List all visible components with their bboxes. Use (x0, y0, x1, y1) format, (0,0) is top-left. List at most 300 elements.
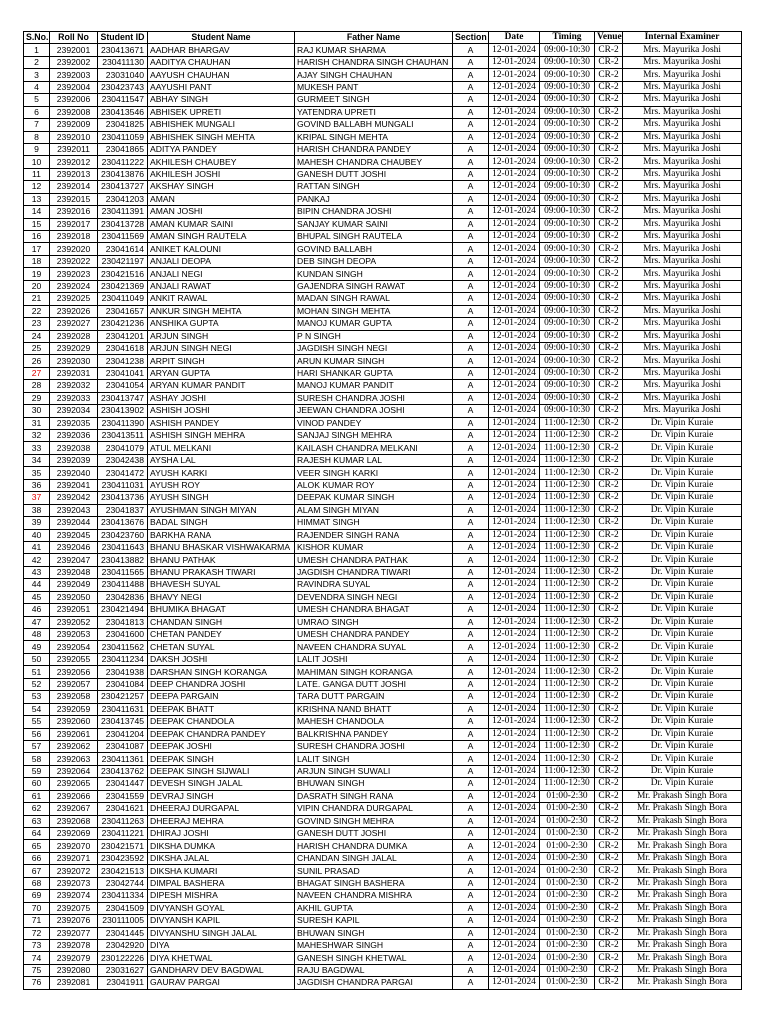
cell-roll-no: 2392070 (50, 840, 98, 852)
cell-date: 12-01-2024 (489, 293, 540, 305)
col-header-timing: Timing (540, 32, 595, 44)
cell-roll-no: 2392061 (50, 728, 98, 740)
cell-student-name: ABHISHEK MUNGALI (148, 119, 295, 131)
cell-father-name: LATE. GANGA DUTT JOSHI (295, 678, 453, 690)
cell-date: 12-01-2024 (489, 554, 540, 566)
cell-venue: CR-2 (595, 106, 623, 118)
cell-father-name: MANOJ KUMAR PANDIT (295, 380, 453, 392)
table-row (24, 44, 742, 56)
cell-timing: 11:00-12:30 (540, 442, 595, 454)
cell-date: 12-01-2024 (489, 143, 540, 155)
cell-father-name: JEEWAN CHANDRA JOSHI (295, 405, 453, 417)
cell-internal-examiner: Mr. Prakash Singh Bora (623, 939, 742, 951)
cell-date: 12-01-2024 (489, 193, 540, 205)
cell-section: A (453, 268, 489, 280)
table-row (24, 479, 742, 491)
cell-venue: CR-2 (595, 181, 623, 193)
cell-father-name: RATTAN SINGH (295, 181, 453, 193)
cell-date: 12-01-2024 (489, 392, 540, 404)
cell-section: A (453, 206, 489, 218)
cell-timing: 11:00-12:30 (540, 653, 595, 665)
cell-timing: 11:00-12:30 (540, 454, 595, 466)
cell-student-id: 230423760 (98, 529, 148, 541)
cell-sno: 70 (24, 902, 50, 914)
cell-internal-examiner: Mrs. Mayurika Joshi (623, 131, 742, 143)
table-row (24, 678, 742, 690)
cell-student-name: CHANDAN SINGH (148, 616, 295, 628)
cell-venue: CR-2 (595, 778, 623, 790)
cell-date: 12-01-2024 (489, 81, 540, 93)
table-row (24, 94, 742, 106)
cell-father-name: AJAY SINGH CHAUHAN (295, 69, 453, 81)
cell-student-id: 23041813 (98, 616, 148, 628)
table-row (24, 330, 742, 342)
cell-roll-no: 2392025 (50, 293, 98, 305)
cell-father-name: SANJAY KUMAR SAINI (295, 218, 453, 230)
cell-father-name: LALIT JOSHI (295, 653, 453, 665)
cell-timing: 09:00-10:30 (540, 156, 595, 168)
cell-section: A (453, 778, 489, 790)
cell-student-id: 230411130 (98, 56, 148, 68)
cell-section: A (453, 541, 489, 553)
cell-section: A (453, 902, 489, 914)
cell-venue: CR-2 (595, 255, 623, 267)
cell-internal-examiner: Dr. Vipin Kuraie (623, 479, 742, 491)
cell-internal-examiner: Dr. Vipin Kuraie (623, 616, 742, 628)
cell-student-name: ANJALI DEOPA (148, 255, 295, 267)
cell-roll-no: 2392077 (50, 927, 98, 939)
cell-student-id: 230421494 (98, 604, 148, 616)
cell-sno: 59 (24, 765, 50, 777)
cell-student-id: 230411263 (98, 815, 148, 827)
cell-student-name: DIYA KHETWAL (148, 952, 295, 964)
cell-date: 12-01-2024 (489, 728, 540, 740)
table-row (24, 554, 742, 566)
cell-section: A (453, 716, 489, 728)
cell-venue: CR-2 (595, 641, 623, 653)
cell-father-name: RAJESH KUMAR LAL (295, 454, 453, 466)
cell-father-name: DEB SINGH DEOPA (295, 255, 453, 267)
cell-venue: CR-2 (595, 131, 623, 143)
cell-timing: 11:00-12:30 (540, 728, 595, 740)
table-row (24, 504, 742, 516)
cell-roll-no: 2392038 (50, 442, 98, 454)
cell-venue: CR-2 (595, 616, 623, 628)
cell-date: 12-01-2024 (489, 653, 540, 665)
cell-internal-examiner: Mrs. Mayurika Joshi (623, 56, 742, 68)
table-row (24, 566, 742, 578)
cell-date: 12-01-2024 (489, 342, 540, 354)
cell-timing: 11:00-12:30 (540, 492, 595, 504)
cell-timing: 11:00-12:30 (540, 529, 595, 541)
cell-student-id: 230421236 (98, 318, 148, 330)
cell-date: 12-01-2024 (489, 44, 540, 56)
cell-venue: CR-2 (595, 803, 623, 815)
cell-student-id: 230111005 (98, 915, 148, 927)
cell-venue: CR-2 (595, 342, 623, 354)
cell-venue: CR-2 (595, 964, 623, 976)
cell-student-id: 23041837 (98, 504, 148, 516)
cell-sno: 35 (24, 467, 50, 479)
cell-date: 12-01-2024 (489, 703, 540, 715)
cell-date: 12-01-2024 (489, 778, 540, 790)
cell-student-name: ARYAN KUMAR PANDIT (148, 380, 295, 392)
cell-section: A (453, 119, 489, 131)
cell-internal-examiner: Dr. Vipin Kuraie (623, 778, 742, 790)
cell-roll-no: 2392016 (50, 206, 98, 218)
cell-father-name: MOHAN SINGH MEHTA (295, 305, 453, 317)
cell-student-id: 230411565 (98, 566, 148, 578)
cell-date: 12-01-2024 (489, 753, 540, 765)
cell-father-name: MAHESH CHANDOLA (295, 716, 453, 728)
cell-date: 12-01-2024 (489, 629, 540, 641)
cell-sno: 19 (24, 268, 50, 280)
cell-timing: 11:00-12:30 (540, 753, 595, 765)
cell-sno: 48 (24, 629, 50, 641)
cell-sno: 6 (24, 106, 50, 118)
cell-roll-no: 2392071 (50, 852, 98, 864)
cell-student-name: DIMPAL BASHERA (148, 877, 295, 889)
table-row (24, 417, 742, 429)
cell-student-id: 23041614 (98, 243, 148, 255)
cell-venue: CR-2 (595, 591, 623, 603)
cell-student-id: 230421571 (98, 840, 148, 852)
cell-father-name: HARISH CHANDRA SINGH CHAUHAN (295, 56, 453, 68)
cell-section: A (453, 691, 489, 703)
cell-section: A (453, 952, 489, 964)
table-row (24, 243, 742, 255)
cell-sno: 30 (24, 405, 50, 417)
cell-student-id: 23041447 (98, 778, 148, 790)
cell-father-name: LALIT SINGH (295, 753, 453, 765)
cell-student-id: 23041041 (98, 367, 148, 379)
cell-student-name: AYSHA LAL (148, 454, 295, 466)
cell-timing: 11:00-12:30 (540, 778, 595, 790)
cell-student-id: 230423743 (98, 81, 148, 93)
cell-student-id: 230413728 (98, 218, 148, 230)
cell-date: 12-01-2024 (489, 666, 540, 678)
cell-timing: 01:00-2:30 (540, 877, 595, 889)
cell-date: 12-01-2024 (489, 318, 540, 330)
table-row (24, 803, 742, 815)
cell-student-name: ANJALI RAWAT (148, 280, 295, 292)
cell-roll-no: 2392041 (50, 479, 98, 491)
cell-father-name: NAVEEN CHANDRA SUYAL (295, 641, 453, 653)
table-row (24, 193, 742, 205)
cell-roll-no: 2392034 (50, 405, 98, 417)
cell-venue: CR-2 (595, 716, 623, 728)
cell-roll-no: 2392040 (50, 467, 98, 479)
cell-internal-examiner: Mr. Prakash Singh Bora (623, 790, 742, 802)
cell-sno: 18 (24, 255, 50, 267)
cell-internal-examiner: Mrs. Mayurika Joshi (623, 119, 742, 131)
cell-internal-examiner: Mr. Prakash Singh Bora (623, 927, 742, 939)
cell-venue: CR-2 (595, 915, 623, 927)
cell-father-name: HIMMAT SINGH (295, 517, 453, 529)
cell-timing: 09:00-10:30 (540, 56, 595, 68)
cell-section: A (453, 591, 489, 603)
cell-timing: 11:00-12:30 (540, 703, 595, 715)
cell-timing: 01:00-2:30 (540, 865, 595, 877)
cell-student-name: BHANU BHASKAR VISHWAKARMA (148, 541, 295, 553)
cell-venue: CR-2 (595, 865, 623, 877)
cell-timing: 09:00-10:30 (540, 243, 595, 255)
cell-sno: 73 (24, 939, 50, 951)
cell-roll-no: 2392055 (50, 653, 98, 665)
cell-venue: CR-2 (595, 143, 623, 155)
cell-sno: 14 (24, 206, 50, 218)
cell-student-id: 230421197 (98, 255, 148, 267)
cell-sno: 34 (24, 454, 50, 466)
cell-student-name: BHANU PRAKASH TIWARI (148, 566, 295, 578)
cell-timing: 09:00-10:30 (540, 143, 595, 155)
cell-father-name: DEVENDRA SINGH NEGI (295, 591, 453, 603)
cell-sno: 66 (24, 852, 50, 864)
cell-date: 12-01-2024 (489, 380, 540, 392)
cell-date: 12-01-2024 (489, 131, 540, 143)
cell-timing: 09:00-10:30 (540, 193, 595, 205)
cell-venue: CR-2 (595, 529, 623, 541)
cell-internal-examiner: Mr. Prakash Singh Bora (623, 840, 742, 852)
cell-date: 12-01-2024 (489, 765, 540, 777)
cell-father-name: UMESH CHANDRA BHAGAT (295, 604, 453, 616)
cell-venue: CR-2 (595, 902, 623, 914)
table-row (24, 106, 742, 118)
cell-sno: 40 (24, 529, 50, 541)
cell-student-name: ADITYA PANDEY (148, 143, 295, 155)
cell-timing: 09:00-10:30 (540, 181, 595, 193)
table-row (24, 902, 742, 914)
cell-sno: 10 (24, 156, 50, 168)
cell-student-name: ANIKET KALOUNI (148, 243, 295, 255)
cell-roll-no: 2392024 (50, 280, 98, 292)
cell-student-name: DEVESH SINGH JALAL (148, 778, 295, 790)
cell-student-id: 23041445 (98, 927, 148, 939)
cell-venue: CR-2 (595, 753, 623, 765)
cell-venue: CR-2 (595, 405, 623, 417)
cell-internal-examiner: Mrs. Mayurika Joshi (623, 330, 742, 342)
cell-section: A (453, 218, 489, 230)
cell-section: A (453, 703, 489, 715)
cell-venue: CR-2 (595, 380, 623, 392)
cell-timing: 09:00-10:30 (540, 255, 595, 267)
cell-sno: 71 (24, 915, 50, 927)
cell-venue: CR-2 (595, 815, 623, 827)
cell-student-name: DARSHAN SINGH KORANGA (148, 666, 295, 678)
cell-sno: 5 (24, 94, 50, 106)
cell-section: A (453, 330, 489, 342)
cell-timing: 01:00-2:30 (540, 977, 595, 989)
cell-section: A (453, 790, 489, 802)
cell-timing: 09:00-10:30 (540, 392, 595, 404)
cell-venue: CR-2 (595, 579, 623, 591)
cell-sno: 32 (24, 430, 50, 442)
cell-date: 12-01-2024 (489, 890, 540, 902)
cell-section: A (453, 740, 489, 752)
cell-father-name: GANESH SINGH KHETWAL (295, 952, 453, 964)
table-row (24, 740, 742, 752)
cell-student-id: 23041618 (98, 342, 148, 354)
cell-student-id: 23041203 (98, 193, 148, 205)
cell-venue: CR-2 (595, 765, 623, 777)
cell-father-name: MAHIMAN SINGH KORANGA (295, 666, 453, 678)
cell-roll-no: 2392080 (50, 964, 98, 976)
cell-internal-examiner: Dr. Vipin Kuraie (623, 691, 742, 703)
cell-date: 12-01-2024 (489, 106, 540, 118)
cell-venue: CR-2 (595, 293, 623, 305)
cell-timing: 09:00-10:30 (540, 305, 595, 317)
cell-roll-no: 2392056 (50, 666, 98, 678)
cell-venue: CR-2 (595, 629, 623, 641)
cell-timing: 11:00-12:30 (540, 716, 595, 728)
cell-section: A (453, 964, 489, 976)
cell-student-name: ARJUN SINGH NEGI (148, 342, 295, 354)
cell-venue: CR-2 (595, 367, 623, 379)
cell-section: A (453, 840, 489, 852)
cell-internal-examiner: Mrs. Mayurika Joshi (623, 168, 742, 180)
cell-venue: CR-2 (595, 119, 623, 131)
cell-venue: CR-2 (595, 666, 623, 678)
cell-sno: 53 (24, 691, 50, 703)
cell-student-name: DIVYANSH KAPIL (148, 915, 295, 927)
cell-section: A (453, 168, 489, 180)
cell-roll-no: 2392066 (50, 790, 98, 802)
cell-roll-no: 2392081 (50, 977, 98, 989)
cell-roll-no: 2392042 (50, 492, 98, 504)
cell-timing: 09:00-10:30 (540, 119, 595, 131)
cell-student-id: 23041084 (98, 678, 148, 690)
cell-roll-no: 2392046 (50, 541, 98, 553)
table-row (24, 367, 742, 379)
cell-internal-examiner: Mrs. Mayurika Joshi (623, 143, 742, 155)
cell-sno: 50 (24, 653, 50, 665)
cell-venue: CR-2 (595, 740, 623, 752)
cell-roll-no: 2392004 (50, 81, 98, 93)
header-row (24, 32, 742, 44)
table-row (24, 156, 742, 168)
cell-timing: 09:00-10:30 (540, 330, 595, 342)
cell-section: A (453, 106, 489, 118)
cell-father-name: ARJUN SINGH SUWALI (295, 765, 453, 777)
cell-student-name: AMAN (148, 193, 295, 205)
cell-internal-examiner: Mrs. Mayurika Joshi (623, 181, 742, 193)
cell-section: A (453, 865, 489, 877)
cell-date: 12-01-2024 (489, 828, 540, 840)
cell-father-name: MAHESHWAR SINGH (295, 939, 453, 951)
cell-student-id: 230411562 (98, 641, 148, 653)
cell-father-name: VIPIN CHANDRA DURGAPAL (295, 803, 453, 815)
cell-section: A (453, 616, 489, 628)
cell-section: A (453, 939, 489, 951)
cell-section: A (453, 355, 489, 367)
cell-father-name: HARI SHANKAR GUPTA (295, 367, 453, 379)
cell-section: A (453, 504, 489, 516)
cell-roll-no: 2392035 (50, 417, 98, 429)
cell-father-name: NAVEEN CHANDRA MISHRA (295, 890, 453, 902)
cell-date: 12-01-2024 (489, 405, 540, 417)
cell-student-name: DEEPAK SINGH SIJWALI (148, 765, 295, 777)
cell-date: 12-01-2024 (489, 330, 540, 342)
cell-sno: 23 (24, 318, 50, 330)
cell-date: 12-01-2024 (489, 641, 540, 653)
cell-venue: CR-2 (595, 504, 623, 516)
cell-internal-examiner: Mrs. Mayurika Joshi (623, 218, 742, 230)
cell-section: A (453, 156, 489, 168)
cell-student-id: 230411049 (98, 293, 148, 305)
cell-date: 12-01-2024 (489, 529, 540, 541)
cell-section: A (453, 815, 489, 827)
cell-roll-no: 2392015 (50, 193, 98, 205)
cell-internal-examiner: Mrs. Mayurika Joshi (623, 367, 742, 379)
cell-internal-examiner: Mrs. Mayurika Joshi (623, 392, 742, 404)
cell-internal-examiner: Mrs. Mayurika Joshi (623, 405, 742, 417)
cell-date: 12-01-2024 (489, 492, 540, 504)
cell-student-name: AMAN SINGH RAUTELA (148, 231, 295, 243)
cell-venue: CR-2 (595, 703, 623, 715)
cell-internal-examiner: Dr. Vipin Kuraie (623, 666, 742, 678)
cell-father-name: AKHIL GUPTA (295, 902, 453, 914)
cell-timing: 11:00-12:30 (540, 691, 595, 703)
table-row (24, 454, 742, 466)
cell-roll-no: 2392003 (50, 69, 98, 81)
cell-roll-no: 2392009 (50, 119, 98, 131)
cell-father-name: MUKESH PANT (295, 81, 453, 93)
cell-student-name: BHAVESH SUYAL (148, 579, 295, 591)
cell-venue: CR-2 (595, 890, 623, 902)
cell-student-name: ARPIT SINGH (148, 355, 295, 367)
cell-student-name: ABHAY SINGH (148, 94, 295, 106)
cell-student-name: BARKHA RANA (148, 529, 295, 541)
cell-venue: CR-2 (595, 44, 623, 56)
cell-father-name: BALKRISHNA PANDEY (295, 728, 453, 740)
table-row (24, 666, 742, 678)
cell-venue: CR-2 (595, 678, 623, 690)
cell-student-id: 230413676 (98, 517, 148, 529)
cell-timing: 11:00-12:30 (540, 417, 595, 429)
cell-sno: 16 (24, 231, 50, 243)
cell-student-name: DEEPAK SINGH (148, 753, 295, 765)
cell-internal-examiner: Mrs. Mayurika Joshi (623, 44, 742, 56)
cell-father-name: BHAGAT SINGH BASHERA (295, 877, 453, 889)
cell-date: 12-01-2024 (489, 740, 540, 752)
cell-student-name: DEEPAK CHANDRA PANDEY (148, 728, 295, 740)
cell-student-name: AADITYA CHAUHAN (148, 56, 295, 68)
cell-internal-examiner: Mrs. Mayurika Joshi (623, 206, 742, 218)
cell-date: 12-01-2024 (489, 504, 540, 516)
cell-father-name: BHUWAN SINGH (295, 778, 453, 790)
cell-internal-examiner: Dr. Vipin Kuraie (623, 716, 742, 728)
cell-section: A (453, 392, 489, 404)
cell-student-name: BADAL SINGH (148, 517, 295, 529)
cell-sno: 55 (24, 716, 50, 728)
cell-section: A (453, 890, 489, 902)
cell-student-name: DHIRAJ JOSHI (148, 828, 295, 840)
cell-date: 12-01-2024 (489, 902, 540, 914)
cell-father-name: GOVIND BALLABH MUNGALI (295, 119, 453, 131)
cell-roll-no: 2392074 (50, 890, 98, 902)
cell-venue: CR-2 (595, 231, 623, 243)
col-header-father-name: Father Name (295, 32, 453, 44)
cell-section: A (453, 143, 489, 155)
cell-roll-no: 2392079 (50, 952, 98, 964)
cell-section: A (453, 131, 489, 143)
cell-timing: 01:00-2:30 (540, 828, 595, 840)
cell-section: A (453, 566, 489, 578)
cell-roll-no: 2392057 (50, 678, 98, 690)
table-row (24, 977, 742, 989)
cell-date: 12-01-2024 (489, 541, 540, 553)
cell-timing: 11:00-12:30 (540, 629, 595, 641)
